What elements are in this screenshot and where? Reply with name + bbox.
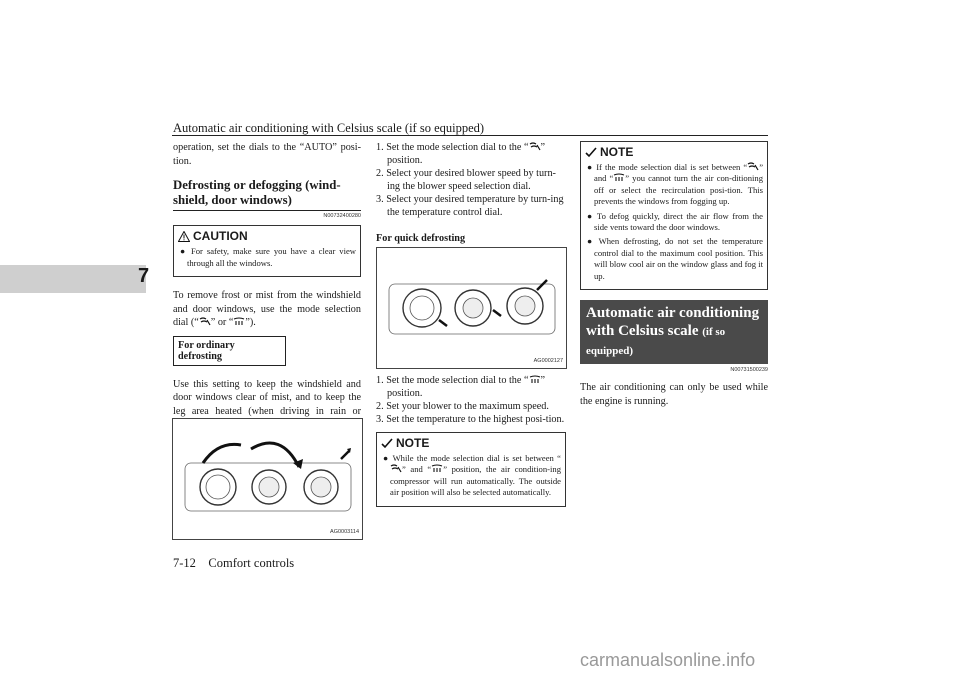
note-label-text-col3: NOTE (600, 145, 634, 159)
defrost-foot-icon (529, 142, 541, 151)
defrost-windshield-icon (529, 375, 541, 384)
page-number: 7-12 (173, 556, 196, 570)
caution-text: ● For safety, make sure you have a clear view through all the windows. (180, 246, 356, 268)
note3-text: When defrosting, do not set the temperature control dial to the maximum cool position. This will blow cool air on the window glass and fog it up. (594, 236, 763, 281)
defrost-foot-icon (747, 162, 759, 171)
note1-c: ” you cannot turn the air con-ditioning off or select the recirculation posi-tion. This prevents the windows from fogging up. (594, 173, 764, 207)
remove-text-c: ”). (245, 317, 256, 329)
watermark: carmanualsonline.info (580, 650, 756, 670)
defrost-foot-icon (199, 317, 211, 326)
dial-illustration (173, 419, 362, 539)
remove-text-b: ” or “ (210, 317, 234, 329)
figure-dial-panel-1 (172, 418, 363, 540)
note-check-icon (381, 438, 393, 449)
caution-triangle-icon (178, 231, 190, 242)
use-setting-text: Use this setting to keep the windshield and door windows clear of mist, and to keep the leg area heated (when driving in rain or (173, 378, 361, 417)
step-1-b: ” position. (387, 142, 546, 166)
quick-defrosting-title: For quick defrosting (376, 233, 466, 244)
column-2 (376, 141, 566, 244)
note-box-col2 (376, 432, 566, 507)
defrost-windshield-icon (233, 317, 245, 326)
chapter-tab (0, 265, 146, 293)
section-code-col3: N00731500239 (730, 367, 768, 374)
quick-step-1 (376, 374, 566, 400)
step-2: 2. Select your desired blower speed by turn-ing the blower speed selection dial. (376, 168, 556, 192)
figure-code-2: AG0002127 (533, 358, 563, 364)
remove-frost-text (173, 289, 361, 330)
note-box-col3 (580, 141, 768, 290)
remove-text-a: To remove frost or mist from the windshield and door windows, use the mode selection dial (“ (173, 290, 361, 329)
column-1 (173, 141, 361, 432)
step-3: 3. Select your desired temperature by turn-ing the temperature control dial. (376, 194, 564, 218)
figure-dial-panel-2 (376, 247, 567, 369)
quick-step-2: 2. Set your blower to the maximum speed. (376, 401, 549, 412)
caution-label (178, 229, 356, 243)
step-1-a: 1. Set the mode selection dial to the “ (376, 142, 529, 153)
note-text-col2: ● While the mode selection dial is set between “” and “ ” position, the air condition-ing compressor will run automatically. The outside air position will also be selected automatically. (383, 453, 561, 498)
figure-code-1: AG0003114 (330, 529, 359, 535)
steps-ordinary (376, 141, 566, 219)
subsection-ordinary-defrosting: For ordinary defrosting (173, 336, 286, 366)
caution-box (173, 225, 361, 277)
section-title-automatic-ac (580, 300, 768, 364)
page-footer (173, 556, 294, 571)
dial-illustration-quick (377, 248, 566, 368)
note-c-col2: ” position, the air condition-ing compressor will run automatically. The outside air position will also be selected automatically. (390, 464, 561, 498)
note-b-col2: ” and “ (402, 464, 432, 475)
defrost-windshield-icon (431, 464, 443, 473)
section-title-defrosting: Defrosting or defogging (wind-shield, door windows) (173, 178, 341, 208)
step-1 (376, 141, 566, 167)
engine-running-text: The air conditioning can only be used while the engine is running. (580, 382, 768, 407)
note-label-col3 (585, 145, 763, 159)
note1-b: ” and “ (594, 162, 764, 184)
note-1-col3: ● If the mode selection dial is set between “ ” and “ ” you cannot turn the air con-ditioning off or select the recirculation posi-tion. This prevents the windows from fogging up. (587, 162, 764, 207)
note-a-col2: While the mode selection dial is set between “ (392, 453, 561, 463)
quick-step-3: 3. Set the temperature to the highest posi-tion. (376, 414, 565, 425)
section-title-sub: (if so equipped) (586, 326, 726, 358)
footer-section: Comfort controls (208, 556, 295, 570)
page-header: Automatic air conditioning with Celsius scale (if so equipped) (173, 121, 485, 135)
quick-step-1-b: ” position. (387, 375, 546, 399)
caution-label-text: CAUTION (193, 229, 248, 244)
column-3 (580, 141, 768, 408)
section-title-main: Automatic air conditioning with Celsius scale (586, 305, 760, 340)
chapter-number: 7 (138, 265, 150, 287)
defrost-foot-icon (390, 464, 402, 473)
note-3-col3: ● When defrosting, do not set the temperature control dial to the maximum cool position. This will blow cool air on the window glass and fog it up. (587, 236, 763, 281)
header-rule (172, 135, 768, 136)
intro-text: operation, set the dials to the “AUTO” posi-tion. (173, 142, 361, 167)
note-label-col2 (381, 436, 561, 450)
note2-text: To defog quickly, direct the air flow from the side vents toward the door windows. (594, 210, 763, 233)
section-code: N00732400280 (323, 213, 361, 220)
note1-a: If the mode selection dial is set between “ (596, 162, 748, 172)
steps-quick (376, 374, 566, 426)
defrost-windshield-icon (613, 173, 625, 182)
note-check-icon (585, 147, 597, 158)
quick-step-1-a: 1. Set the mode selection dial to the “ (376, 375, 529, 386)
note-label-text-col2: NOTE (396, 436, 430, 450)
column-2-lower (376, 374, 566, 507)
note-2-col3: ● To defog quickly, direct the air flow from the side vents toward the door windows. (587, 210, 763, 233)
caution-text-content: For safety, make sure you have a clear view through all the windows. (187, 246, 356, 268)
